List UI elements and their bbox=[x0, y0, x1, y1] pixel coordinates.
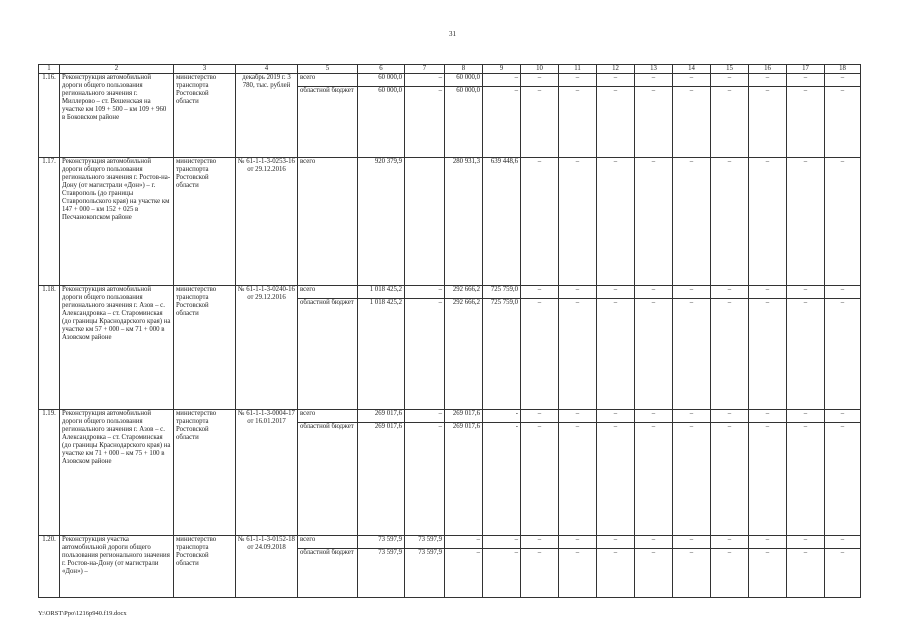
value: – bbox=[438, 299, 442, 306]
value: – bbox=[575, 158, 580, 165]
value bbox=[405, 158, 444, 170]
column-number-5: 5 bbox=[298, 65, 358, 74]
value: – bbox=[711, 410, 748, 423]
value: – bbox=[727, 299, 732, 306]
value: – bbox=[825, 410, 860, 423]
value: 269 017,6 bbox=[358, 410, 404, 423]
value-cell-col-7 bbox=[405, 536, 445, 598]
value-cell-col-16 bbox=[749, 286, 787, 410]
value: – bbox=[537, 549, 542, 556]
value-cell-col-8 bbox=[445, 74, 483, 158]
value-cell-col-10 bbox=[521, 286, 559, 410]
value: – bbox=[559, 286, 596, 299]
value-cell-col-18 bbox=[825, 74, 861, 158]
row-sources bbox=[298, 158, 358, 286]
value: 639 448,6 bbox=[490, 158, 518, 165]
value-cell-col-15 bbox=[711, 536, 749, 598]
source-label: областной бюджет bbox=[300, 299, 354, 306]
value-cell-col-18 bbox=[825, 536, 861, 598]
value: – bbox=[635, 74, 672, 87]
value: – bbox=[514, 549, 518, 556]
value: – bbox=[597, 74, 634, 87]
footer-file-path: Y:\ORST\Ppo\1216p940.f19.docx bbox=[38, 610, 127, 617]
value-cell-col-10 bbox=[521, 74, 559, 158]
source-label: областной бюджет bbox=[300, 549, 354, 556]
value: – bbox=[689, 299, 694, 306]
column-number-4: 4 bbox=[236, 65, 298, 74]
value: – bbox=[673, 286, 710, 299]
column-number-15: 15 bbox=[711, 65, 749, 74]
row-name: Реконструкция участка автомобильной дороги общего пользования регионального значения г. Ростов-на-Дону (от магистрали «Дон») – bbox=[60, 536, 174, 598]
value: – bbox=[765, 423, 770, 430]
value-cell-col-18 bbox=[825, 158, 861, 286]
value: 60 000,0 bbox=[378, 87, 402, 94]
value: – bbox=[575, 549, 580, 556]
table-row bbox=[39, 410, 861, 536]
value-cell-col-16 bbox=[749, 410, 787, 536]
value-cell-col-11 bbox=[559, 158, 597, 286]
value: 1 018 425,2 bbox=[369, 299, 402, 306]
value: – bbox=[521, 74, 558, 87]
value-cell-col-12 bbox=[597, 410, 635, 536]
value: – bbox=[727, 549, 732, 556]
row-executor: министерство транспорта Ростовской области bbox=[174, 410, 236, 536]
column-number-13: 13 bbox=[635, 65, 673, 74]
column-number-9: 9 bbox=[483, 65, 521, 74]
value: - bbox=[483, 410, 520, 423]
value: – bbox=[651, 549, 656, 556]
value: – bbox=[651, 158, 656, 165]
value: – bbox=[749, 536, 786, 549]
value: – bbox=[559, 410, 596, 423]
value: – bbox=[476, 549, 480, 556]
value: – bbox=[521, 286, 558, 299]
value-cell-col-13 bbox=[635, 74, 673, 158]
column-number-2: 2 bbox=[60, 65, 174, 74]
value-cell-col-15 bbox=[711, 410, 749, 536]
source-label: всего bbox=[298, 74, 357, 87]
row-number: 1.17. bbox=[39, 158, 60, 286]
value-cell-col-13 bbox=[635, 286, 673, 410]
program-table bbox=[38, 64, 861, 598]
source-label: областной бюджет bbox=[300, 423, 354, 430]
value-cell-col-9 bbox=[483, 286, 521, 410]
value-cell-col-7 bbox=[405, 74, 445, 158]
value-cell-col-11 bbox=[559, 410, 597, 536]
value: – bbox=[727, 423, 732, 430]
value-cell-col-17 bbox=[787, 158, 825, 286]
column-number-14: 14 bbox=[673, 65, 711, 74]
value: – bbox=[613, 158, 618, 165]
column-number-17: 17 bbox=[787, 65, 825, 74]
value: 73 597,9 bbox=[358, 536, 404, 549]
value: – bbox=[405, 74, 444, 87]
value: 920 379,9 bbox=[374, 158, 402, 165]
value: – bbox=[673, 74, 710, 87]
row-executor: министерство транспорта Ростовской области bbox=[174, 74, 236, 158]
value-cell-col-11 bbox=[559, 286, 597, 410]
value: 280 931,3 bbox=[452, 158, 480, 165]
value: – bbox=[689, 87, 694, 94]
value: – bbox=[537, 299, 542, 306]
row-executor: министерство транспорта Ростовской области bbox=[174, 536, 236, 598]
row-executor: министерство транспорта Ростовской области bbox=[174, 286, 236, 410]
value: – bbox=[749, 286, 786, 299]
value-cell-col-9 bbox=[483, 536, 521, 598]
value-cell-col-17 bbox=[787, 536, 825, 598]
value: – bbox=[840, 158, 845, 165]
row-name: Реконструкция автомобильной дороги общего пользования регионального значения г. Азов – с. Александровка – ст. Староминская (до границы Краснодарского края) на участке км 71 + 000 – км 75 + 100 в Азовском районе bbox=[60, 410, 174, 536]
value-cell-col-11 bbox=[559, 536, 597, 598]
value: – bbox=[405, 410, 444, 423]
value: – bbox=[689, 549, 694, 556]
value-cell-col-12 bbox=[597, 158, 635, 286]
value-cell-col-9 bbox=[483, 74, 521, 158]
value-cell-col-15 bbox=[711, 286, 749, 410]
value: 1 018 425,2 bbox=[358, 286, 404, 299]
value-cell-col-6 bbox=[358, 286, 405, 410]
value-cell-col-14 bbox=[673, 74, 711, 158]
value-cell-col-12 bbox=[597, 286, 635, 410]
value: 269 017,6 bbox=[452, 423, 480, 430]
value-cell-col-18 bbox=[825, 410, 861, 536]
value: – bbox=[803, 549, 808, 556]
value: – bbox=[689, 158, 694, 165]
value: - bbox=[515, 423, 518, 430]
row-document: № 61-1-1-3-0004-17 от 16.01.2017 bbox=[236, 410, 298, 536]
value: – bbox=[597, 536, 634, 549]
value-cell-col-6 bbox=[358, 536, 405, 598]
value: – bbox=[825, 536, 860, 549]
column-number-10: 10 bbox=[521, 65, 559, 74]
value: – bbox=[537, 158, 542, 165]
value: – bbox=[613, 299, 618, 306]
value: 60 000,0 bbox=[445, 74, 482, 87]
value: – bbox=[803, 423, 808, 430]
source-label: всего bbox=[300, 158, 316, 165]
value: – bbox=[575, 87, 580, 94]
value-cell-col-10 bbox=[521, 536, 559, 598]
value: – bbox=[521, 536, 558, 549]
value: – bbox=[651, 299, 656, 306]
column-number-3: 3 bbox=[174, 65, 236, 74]
value-cell-col-13 bbox=[635, 158, 673, 286]
row-document: № 61-1-1-3-0152-18 от 24.09.2018 bbox=[236, 536, 298, 598]
value: – bbox=[787, 536, 824, 549]
row-name: Реконструкция автомобильной дороги общего пользования регионального значения г. Азов – с. Александровка – ст. Староминская (до границы Краснодарского края) на участке км 57 + 000 – км 71 + 000 в Азовском районе bbox=[60, 286, 174, 410]
row-number: 1.16. bbox=[39, 74, 60, 158]
value-cell-col-16 bbox=[749, 158, 787, 286]
column-number-7: 7 bbox=[405, 65, 445, 74]
value: – bbox=[840, 87, 845, 94]
row-name: Реконструкция автомобильной дороги общего пользования регионального значения г. Ростов-на-Дону (от магистрали «Дон») – г. Ставрополь (до границы Ставропольского края) на участке км 147 + 000 – км 152 + 025 в Песчанокопском районе bbox=[60, 158, 174, 286]
value: – bbox=[765, 549, 770, 556]
source-label: всего bbox=[298, 286, 357, 299]
row-sources bbox=[298, 410, 358, 536]
value-cell-col-6 bbox=[358, 158, 405, 286]
value: – bbox=[651, 87, 656, 94]
value: 73 597,9 bbox=[378, 549, 402, 556]
value: 269 017,6 bbox=[374, 423, 402, 430]
value: 292 666,2 bbox=[445, 286, 482, 299]
column-number-8: 8 bbox=[445, 65, 483, 74]
value-cell-col-17 bbox=[787, 410, 825, 536]
value-cell-col-14 bbox=[673, 536, 711, 598]
row-document: декабрь 2019 г. 3 780, тыс. рублей bbox=[236, 74, 298, 158]
value-cell-col-18 bbox=[825, 286, 861, 410]
row-number: 1.20. bbox=[39, 536, 60, 598]
value-cell-col-14 bbox=[673, 410, 711, 536]
source-label: всего bbox=[298, 410, 357, 423]
value: – bbox=[438, 87, 442, 94]
page-number: 31 bbox=[449, 30, 456, 38]
value-cell-col-13 bbox=[635, 536, 673, 598]
value: – bbox=[405, 286, 444, 299]
value-cell-col-13 bbox=[635, 410, 673, 536]
row-sources bbox=[298, 536, 358, 598]
value-cell-col-7 bbox=[405, 158, 445, 286]
value: – bbox=[597, 410, 634, 423]
value: 269 017,6 bbox=[445, 410, 482, 423]
value: – bbox=[651, 423, 656, 430]
value-cell-col-15 bbox=[711, 74, 749, 158]
value-cell-col-15 bbox=[711, 158, 749, 286]
source-label: всего bbox=[298, 536, 357, 549]
value: – bbox=[613, 549, 618, 556]
source-label: областной бюджет bbox=[300, 87, 354, 94]
value: – bbox=[765, 158, 770, 165]
value: – bbox=[803, 299, 808, 306]
column-number-18: 18 bbox=[825, 65, 861, 74]
value: – bbox=[673, 410, 710, 423]
value: – bbox=[597, 286, 634, 299]
value-cell-col-8 bbox=[445, 158, 483, 286]
value-cell-col-10 bbox=[521, 158, 559, 286]
value: 725 759,0 bbox=[483, 286, 520, 299]
value: – bbox=[673, 536, 710, 549]
value: – bbox=[840, 299, 845, 306]
value-cell-col-14 bbox=[673, 286, 711, 410]
value-cell-col-10 bbox=[521, 410, 559, 536]
value: – bbox=[787, 410, 824, 423]
row-sources bbox=[298, 286, 358, 410]
value: 73 597,9 bbox=[418, 549, 442, 556]
value: – bbox=[803, 87, 808, 94]
row-number: 1.18. bbox=[39, 286, 60, 410]
value: – bbox=[840, 549, 845, 556]
value: – bbox=[635, 286, 672, 299]
value-cell-col-14 bbox=[673, 158, 711, 286]
value-cell-col-8 bbox=[445, 410, 483, 536]
value: – bbox=[711, 286, 748, 299]
value: – bbox=[765, 87, 770, 94]
value: – bbox=[438, 423, 442, 430]
column-number-row bbox=[39, 65, 861, 74]
value: – bbox=[749, 410, 786, 423]
value: – bbox=[787, 286, 824, 299]
table-row bbox=[39, 158, 861, 286]
value: 60 000,0 bbox=[358, 74, 404, 87]
value: – bbox=[575, 299, 580, 306]
value-cell-col-12 bbox=[597, 536, 635, 598]
value: – bbox=[514, 87, 518, 94]
value-cell-col-7 bbox=[405, 410, 445, 536]
value-cell-col-7 bbox=[405, 286, 445, 410]
value-cell-col-9 bbox=[483, 410, 521, 536]
table-row bbox=[39, 536, 861, 598]
value: – bbox=[445, 536, 482, 549]
value: – bbox=[575, 423, 580, 430]
value-cell-col-11 bbox=[559, 74, 597, 158]
value: – bbox=[613, 423, 618, 430]
value: – bbox=[613, 87, 618, 94]
column-number-1: 1 bbox=[39, 65, 60, 74]
value: – bbox=[521, 410, 558, 423]
value: – bbox=[559, 74, 596, 87]
value-cell-col-6 bbox=[358, 410, 405, 536]
value: – bbox=[483, 74, 520, 87]
value: 292 666,2 bbox=[452, 299, 480, 306]
value-cell-col-9 bbox=[483, 158, 521, 286]
row-name: Реконструкция автомобильной дороги общего пользования регионального значения г. Миллерово – ст. Вешенская на участке км 109 + 500 – км 109 + 960 в Боковском районе bbox=[60, 74, 174, 158]
value: – bbox=[537, 423, 542, 430]
row-number: 1.19. bbox=[39, 410, 60, 536]
row-executor: министерство транспорта Ростовской области bbox=[174, 158, 236, 286]
column-number-12: 12 bbox=[597, 65, 635, 74]
value: 73 597,9 bbox=[405, 536, 444, 549]
value-cell-col-12 bbox=[597, 74, 635, 158]
value: – bbox=[559, 536, 596, 549]
value: – bbox=[765, 299, 770, 306]
column-number-6: 6 bbox=[358, 65, 405, 74]
column-number-16: 16 bbox=[749, 65, 787, 74]
value: – bbox=[749, 74, 786, 87]
row-document: № 61-1-1-3-0253-16 от 29.12.2016 bbox=[236, 158, 298, 286]
value-cell-col-16 bbox=[749, 74, 787, 158]
value: – bbox=[803, 158, 808, 165]
value: – bbox=[727, 87, 732, 94]
value: – bbox=[483, 536, 520, 549]
value-cell-col-8 bbox=[445, 536, 483, 598]
value-cell-col-17 bbox=[787, 286, 825, 410]
value: – bbox=[711, 74, 748, 87]
value: 725 759,0 bbox=[490, 299, 518, 306]
value: – bbox=[825, 74, 860, 87]
value: 60 000,0 bbox=[456, 87, 480, 94]
value: – bbox=[689, 423, 694, 430]
value-cell-col-16 bbox=[749, 536, 787, 598]
value: – bbox=[635, 410, 672, 423]
value: – bbox=[787, 74, 824, 87]
value-cell-col-6 bbox=[358, 74, 405, 158]
row-sources bbox=[298, 74, 358, 158]
value: – bbox=[825, 286, 860, 299]
table-row bbox=[39, 286, 861, 410]
value-cell-col-8 bbox=[445, 286, 483, 410]
table-row bbox=[39, 74, 861, 158]
value: – bbox=[840, 423, 845, 430]
value: – bbox=[727, 158, 732, 165]
value: – bbox=[711, 536, 748, 549]
value: – bbox=[635, 536, 672, 549]
row-document: № 61-1-1-3-0240-16 от 29.12.2016 bbox=[236, 286, 298, 410]
value-cell-col-17 bbox=[787, 74, 825, 158]
column-number-11: 11 bbox=[559, 65, 597, 74]
value: – bbox=[537, 87, 542, 94]
